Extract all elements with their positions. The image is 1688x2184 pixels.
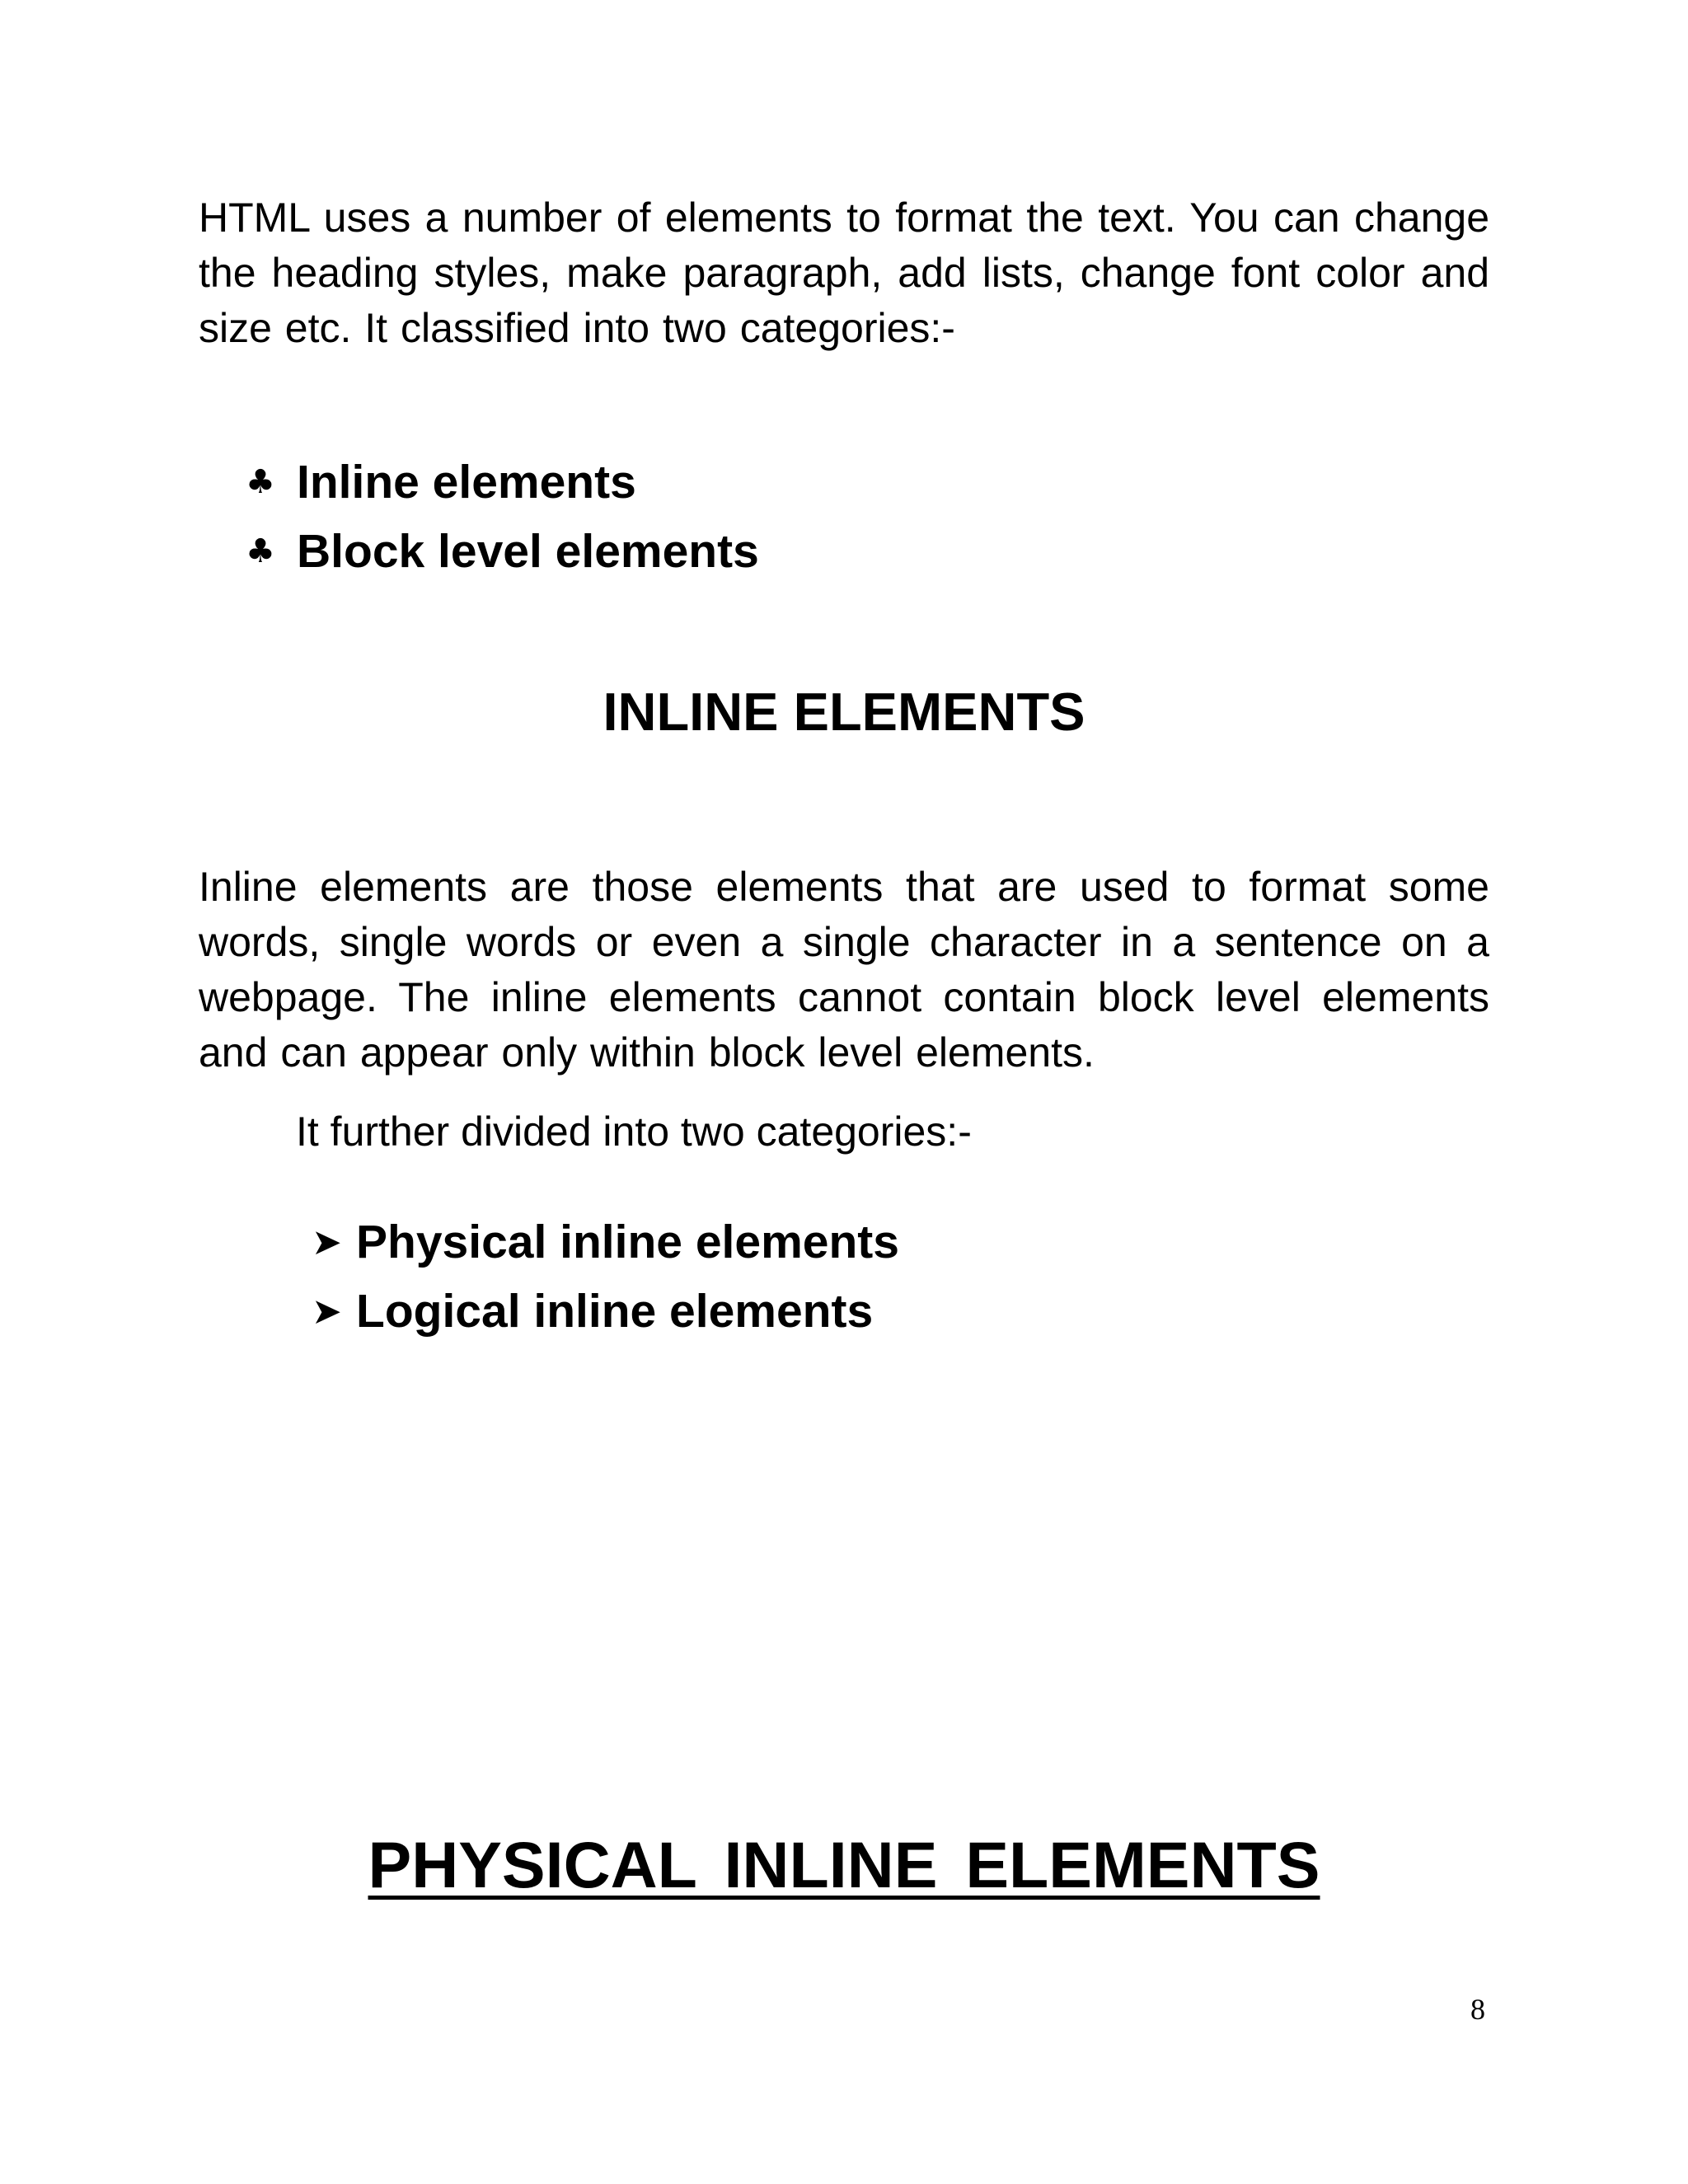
further-divided-text: It further divided into two categories:- [296, 1108, 972, 1155]
list-item [246, 517, 759, 586]
section-heading-physical-inline-elements: PHYSICAL INLINE ELEMENTS [368, 1828, 1320, 1901]
inline-subcategory-list [312, 1207, 899, 1346]
arrowhead-icon: ➤ [312, 1221, 342, 1263]
list-item [246, 448, 759, 517]
intro-paragraph: HTML uses a number of elements to format the text. You can change the heading styles, make paragraph, add lists, change font color and size etc. It classified into two categories:- [199, 194, 1489, 351]
list-item [312, 1207, 899, 1277]
arrowhead-icon: ➤ [312, 1290, 342, 1333]
inline-elements-description: Inline elements are those elements that are used to format some words, single words or even a single character in a sentence on a webpage. The inline elements cannot contain block level elements and can appear only within block level elements. [199, 864, 1489, 1076]
subcategory-label-logical: Logical inline elements [356, 1285, 874, 1338]
category-label-block: Block level elements [297, 525, 759, 578]
section-heading-inline-elements: INLINE ELEMENTS [603, 682, 1085, 742]
club-icon: ♣ [246, 532, 275, 570]
subcategory-label-physical: Physical inline elements [356, 1216, 899, 1268]
list-item [312, 1277, 899, 1346]
category-list [246, 448, 759, 586]
page-number: 8 [1470, 1993, 1485, 2026]
category-label-inline: Inline elements [297, 456, 636, 509]
club-icon: ♣ [246, 463, 275, 501]
